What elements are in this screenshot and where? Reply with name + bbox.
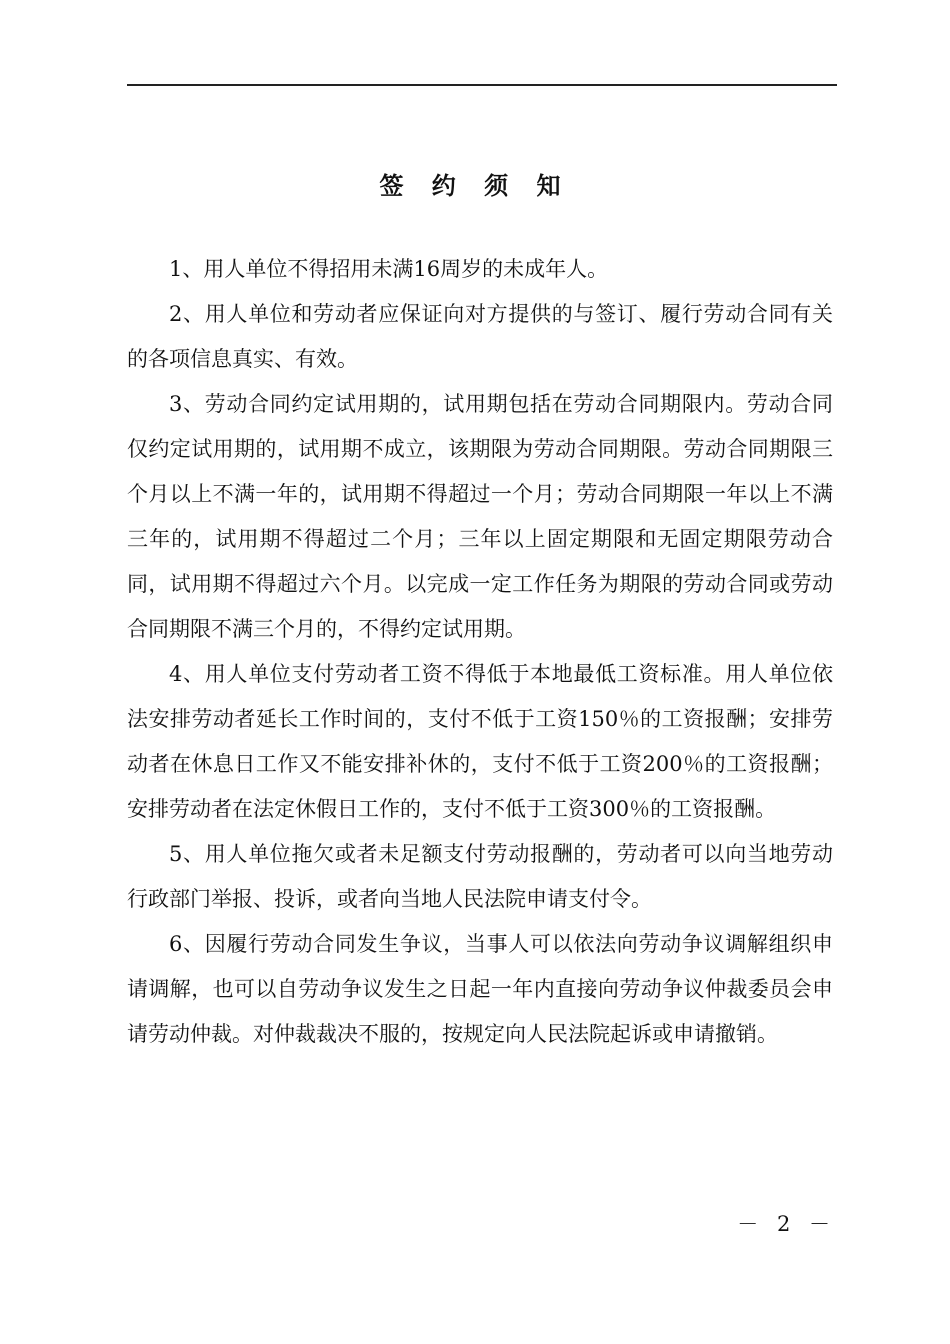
paragraph-6: 6、因履行劳动合同发生争议，当事人可以依法向劳动争议调解组织申请调解，也可以自劳动争议发生之日起一年内直接向劳动争议仲裁委员会申请劳动仲裁。对仲裁裁决不服的，按规定向人民法院起诉或申请撤销。 — [127, 932, 833, 1046]
paragraph-4: 4、用人单位支付劳动者工资不得低于本地最低工资标准。用人单位依法安排劳动者延长工作时间的，支付不低于工资150％的工资报酬；安排劳动者在休息日工作又不能安排补休的，支付不低于工资200％的工资报酬；安排劳动者在法定休假日工作的，支付不低于工资300％的工资报酬。 — [127, 662, 833, 821]
paragraph-5: 5、用人单位拖欠或者未足额支付劳动报酬的，劳动者可以向当地劳动行政部门举报、投诉，或者向当地人民法院申请支付令。 — [127, 842, 833, 911]
paragraph-2: 2、用人单位和劳动者应保证向对方提供的与签订、履行劳动合同有关的各项信息真实、有效。 — [127, 302, 833, 371]
document-title: 签 约 须 知 — [379, 171, 571, 200]
header-rule — [127, 84, 837, 86]
paragraph-3: 3、劳动合同约定试用期的，试用期包括在劳动合同期限内。劳动合同仅约定试用期的，试用期不成立，该期限为劳动合同期限。劳动合同期限三个月以上不满一年的，试用期不得超过一个月；劳动合同期限一年以上不满三年的，试用期不得超过二个月；三年以上固定期限和无固定期限劳动合同，试用期不得超过六个月。以完成一定工作任务为期限的劳动合同或劳动合同期限不满三个月的，不得约定试用期。 — [127, 392, 833, 641]
page-number: － 2 － — [737, 1212, 836, 1236]
paragraph-1: 1、用人单位不得招用未满16周岁的未成年人。 — [169, 257, 609, 281]
document-body — [127, 247, 833, 1057]
